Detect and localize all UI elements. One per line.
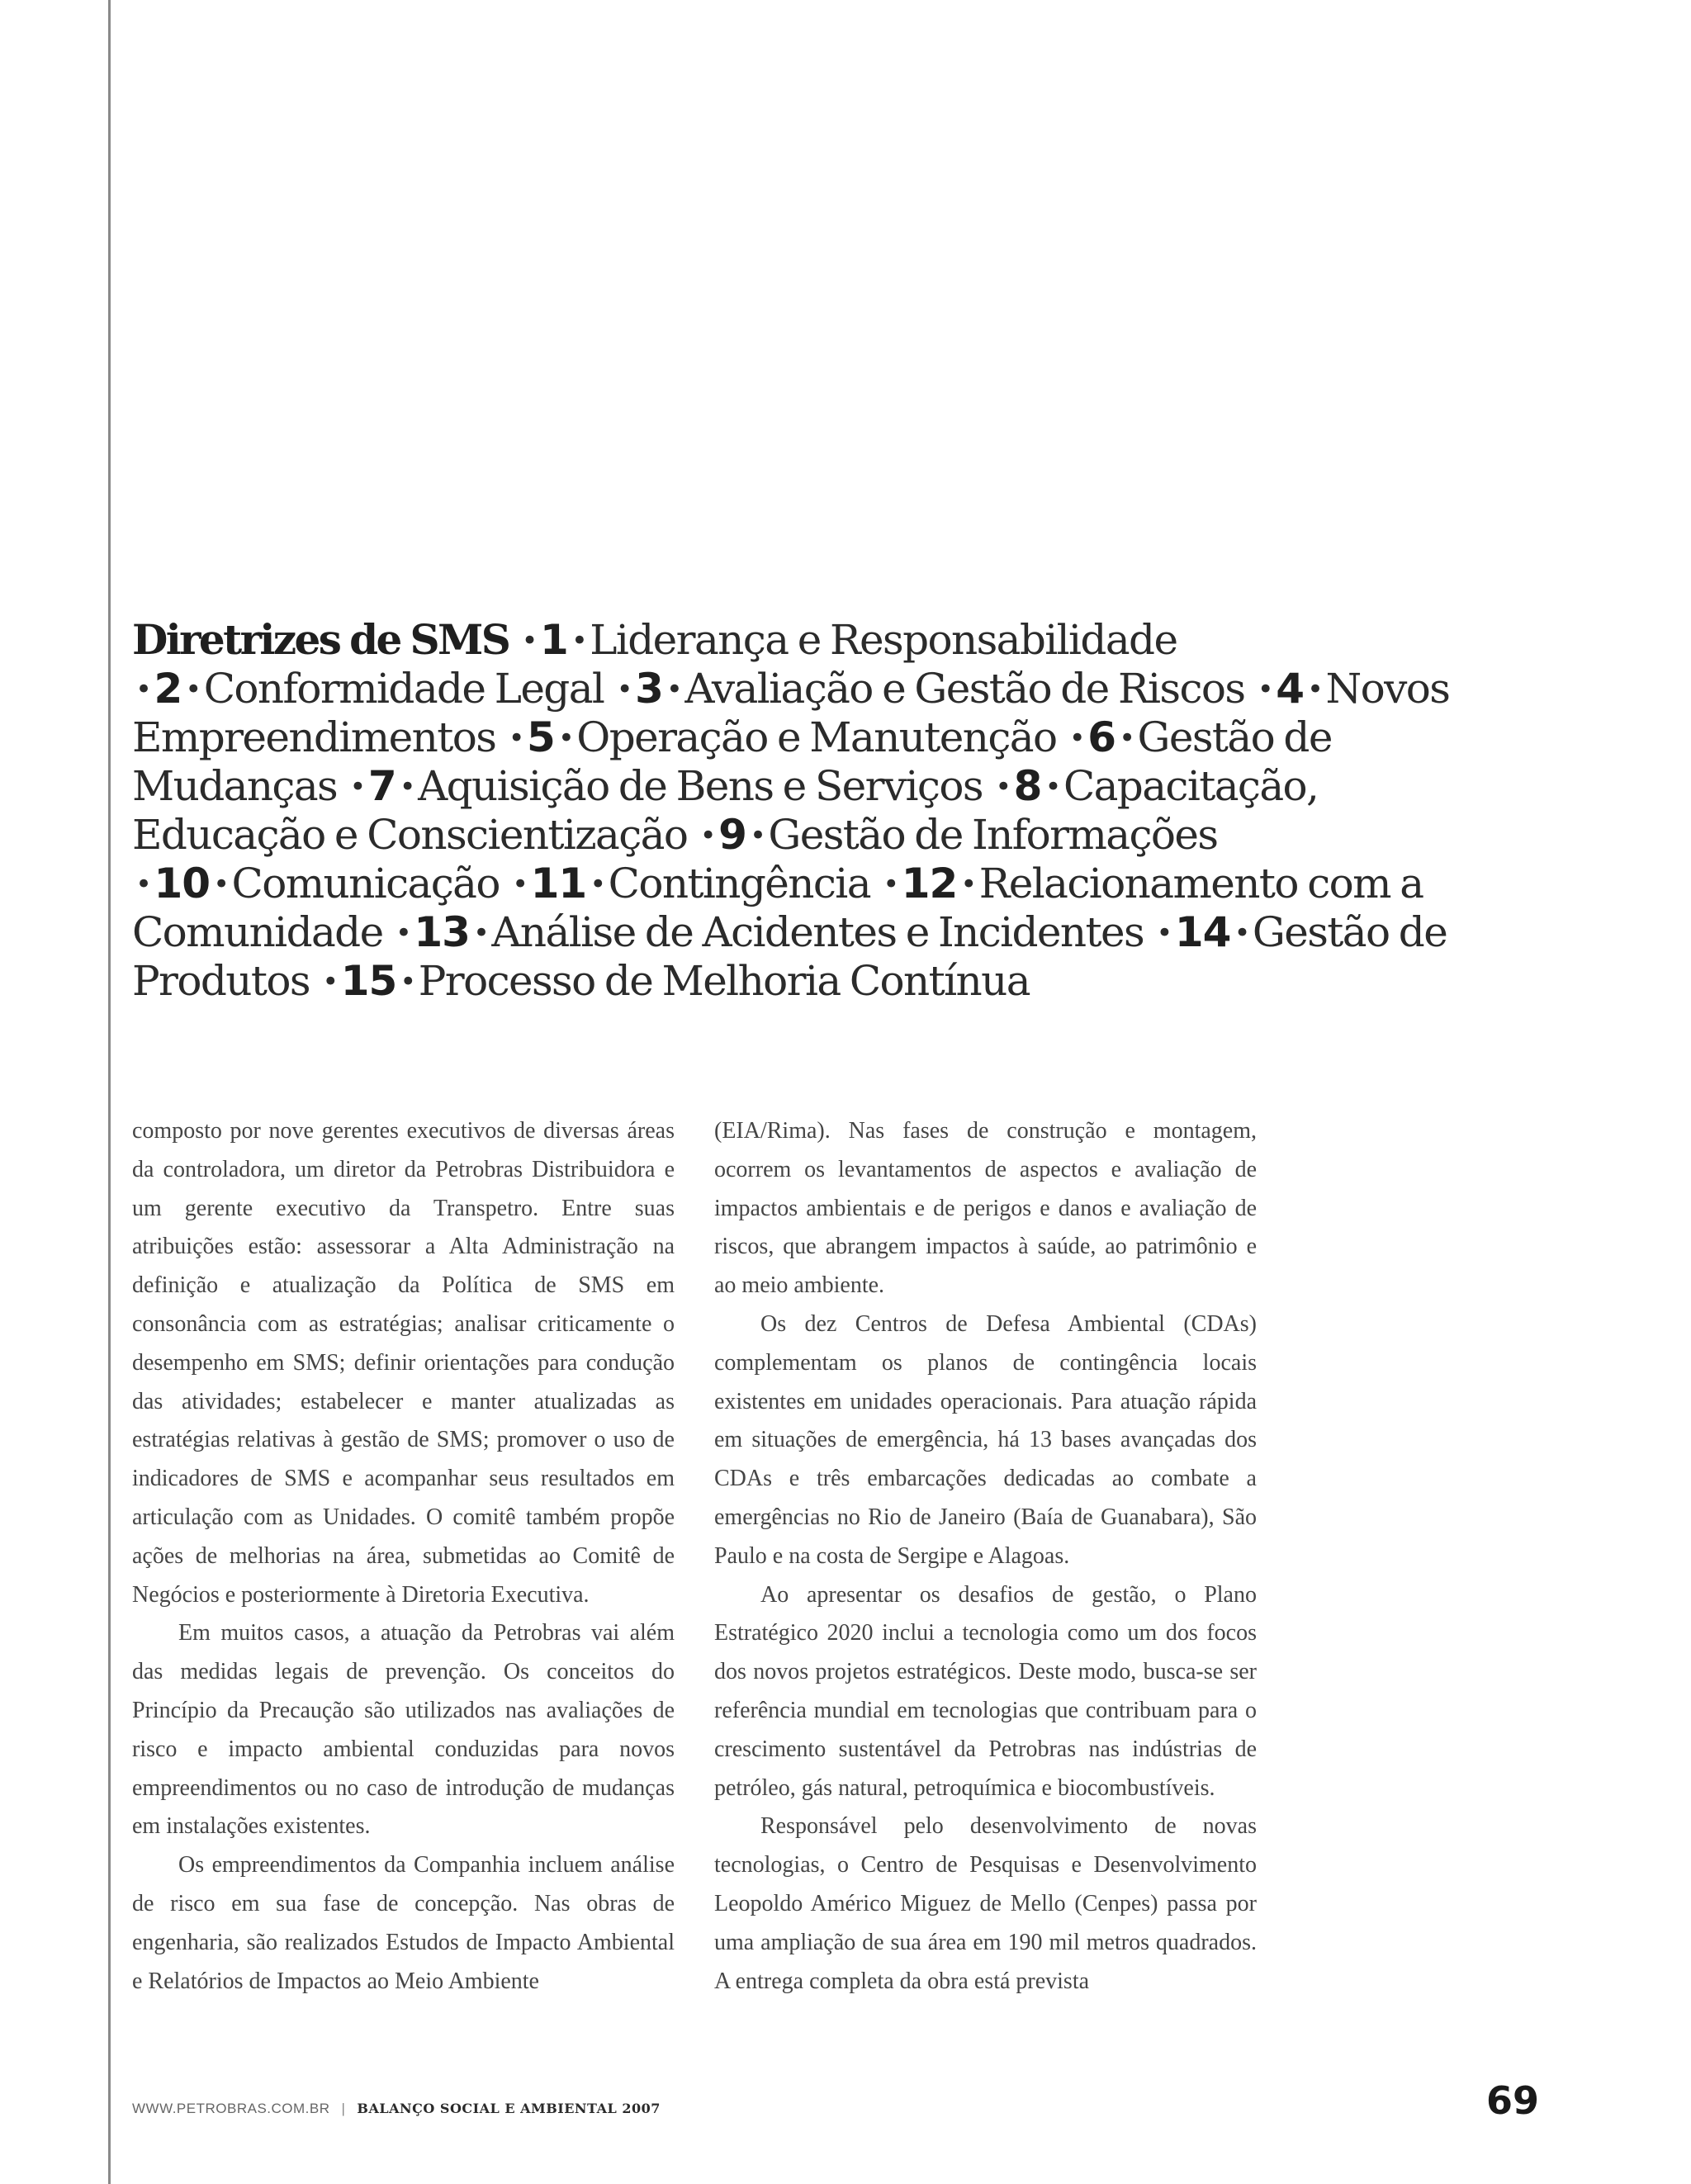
directive-label: Novos Empreendimentos — [132, 665, 1450, 761]
margin-rule — [108, 0, 111, 2184]
bullet: • — [590, 868, 605, 901]
publication-title: BALANÇO SOCIAL E AMBIENTAL 2007 — [357, 2101, 661, 2116]
directive-number: 9 — [718, 811, 746, 859]
directive-label: Gestão de Informações — [768, 811, 1218, 859]
directive-number: 1 — [540, 616, 568, 664]
bullet: • — [883, 868, 898, 901]
bullet: • — [557, 722, 574, 755]
sms-directives — [132, 615, 1486, 1008]
bullet: • — [521, 624, 538, 657]
bullet: • — [1119, 722, 1134, 755]
directive-number: 12 — [901, 860, 958, 907]
bullet: • — [213, 868, 229, 901]
bullet: • — [349, 770, 365, 803]
bullet: • — [1307, 673, 1323, 706]
directive-number: 10 — [154, 860, 211, 907]
paragraph: (EIA/Rima). Nas fases de construção e montagem, ocorrem os levantamentos de aspectos e avaliação de impactos ambientais e de perigos e danos e avaliação de riscos, que abrangem impactos à saúde, ao patrimônio e ao meio ambiente. — [714, 1118, 1257, 1299]
bullet: • — [1068, 722, 1085, 755]
directive-number: 14 — [1174, 908, 1231, 956]
directive-number: 3 — [635, 665, 663, 713]
directive-label: Processo de Melhoria Contínua — [418, 957, 1030, 1005]
bullet: • — [1257, 673, 1273, 706]
body-column-right — [714, 1112, 1257, 2001]
bullet: • — [571, 624, 587, 657]
directive-label: Comunicação — [231, 860, 500, 907]
footer-separator: | — [341, 2101, 346, 2116]
page-footer — [132, 2101, 661, 2117]
bullet: • — [1234, 917, 1249, 950]
directive-label: Conformidade Legal — [203, 665, 604, 713]
directive-label: Capacitação, Educação e Conscientização — [132, 762, 1319, 859]
bullet: • — [960, 868, 976, 901]
page-number: 69 — [1486, 2078, 1540, 2123]
paragraph: Em muitos casos, a atuação da Petrobras vai além das medidas legais de prevenção. Os conceitos do Princípio da Precaução são utilizados nas avaliações de risco e impacto ambiental conduzidas para novos empreendimentos ou no caso de introdução de mudanças em instalações existentes. — [132, 1620, 675, 1840]
directive-label: Aquisição de Bens e Serviços — [418, 762, 983, 810]
directive-label: Liderança e Responsabilidade — [590, 616, 1177, 664]
bullet: • — [185, 673, 201, 706]
website-link[interactable]: WWW.PETROBRAS.COM.BR — [132, 2101, 330, 2116]
bullet: • — [395, 917, 411, 950]
bullet: • — [512, 868, 528, 901]
bullet: • — [995, 770, 1011, 803]
directive-label: Relacionamento com a Comunidade — [132, 860, 1423, 956]
paragraph: Ao apresentar os desafios de gestão, o Plano Estratégico 2020 inclui a tecnologia como um dos focos dos novos projetos estratégicos. Deste modo, busca-se ser referência mundial em tecnologias que contribuam para o crescimento sustentável da Petrobras nas indústrias de petróleo, gás natural, petroquímica e biocombustíveis. — [714, 1581, 1257, 1801]
directive-number: 15 — [340, 957, 397, 1005]
directive-label: Operação e Manutenção — [576, 713, 1057, 761]
directive-label: Avaliação e Gestão de Riscos — [684, 665, 1245, 713]
directives-title: Diretrizes de SMS — [132, 615, 509, 664]
directive-number: 6 — [1087, 713, 1116, 761]
bullet: • — [322, 965, 338, 998]
directive-number: 13 — [414, 908, 470, 956]
directive-label: Gestão de Mudanças — [132, 713, 1332, 810]
directive-label: Análise de Acidentes e Incidentes — [491, 908, 1144, 956]
body-column-left — [132, 1112, 675, 2001]
paragraph: composto por nove gerentes executivos de diversas áreas da controladora, um diretor da Petrobras Distribuidora e um gerente executivo da Transpetro. Entre suas atribuições estão: assessorar a Alta Administração na definição e atualização da Política de SMS em consonância com as estratégias; analisar criticamente o desempenho em SMS; definir orientações para condução das atividades; estabelecer e manter atualizadas as estratégias relativas à gestão de SMS; promover o uso de indicadores de SMS e acompanhar seus resultados em articulação com as Unidades. O comitê também propõe ações de melhorias na área, submetidas ao Comitê de Negócios e posteriormente à Diretoria Executiva. — [132, 1118, 675, 1608]
directive-number: 11 — [530, 860, 587, 907]
bullet: • — [616, 673, 632, 706]
directive-number: 5 — [527, 713, 555, 761]
bullet: • — [699, 819, 716, 852]
bullet: • — [1156, 917, 1172, 950]
paragraph: Os empreendimentos da Companhia incluem análise de risco em sua fase de concepção. Nas obras de engenharia, são realizados Estudos de Impacto Ambiental e Relatórios de Impactos ao Meio Ambiente — [132, 1852, 675, 1994]
bullet: • — [666, 673, 682, 706]
paragraph: Os dez Centros de Defesa Ambiental (CDAs) complementam os planos de contingência locais existentes em unidades operacionais. Para atuação rápida em situações de emergência, há 13 bases avançadas dos CDAs e três embarcações dedicadas ao combate a emergências no Rio de Janeiro (Baía de Guanabara), São Paulo e na costa de Sergipe e Alagoas. — [714, 1310, 1257, 1569]
bullet: • — [399, 770, 415, 803]
directive-label: Contingência — [608, 860, 870, 907]
bullet: • — [135, 673, 151, 706]
bullet: • — [135, 868, 151, 901]
bullet: • — [749, 819, 765, 852]
directive-number: 7 — [367, 762, 396, 810]
directive-number: 2 — [154, 665, 182, 713]
directive-label: Gestão de Produtos — [132, 908, 1447, 1005]
directive-number: 8 — [1013, 762, 1042, 810]
directive-number: 4 — [1276, 665, 1304, 713]
bullet: • — [508, 722, 524, 755]
bullet: • — [472, 917, 489, 950]
paragraph: Responsável pelo desenvolvimento de novas tecnologias, o Centro de Pesquisas e Desenvolvimento Leopoldo Américo Miguez de Mello (Cenpes) passa por uma ampliação de sua área em 190 mil metros quadrados. A entrega completa da obra está prevista — [714, 1813, 1257, 1994]
bullet: • — [400, 965, 415, 998]
bullet: • — [1044, 770, 1060, 803]
